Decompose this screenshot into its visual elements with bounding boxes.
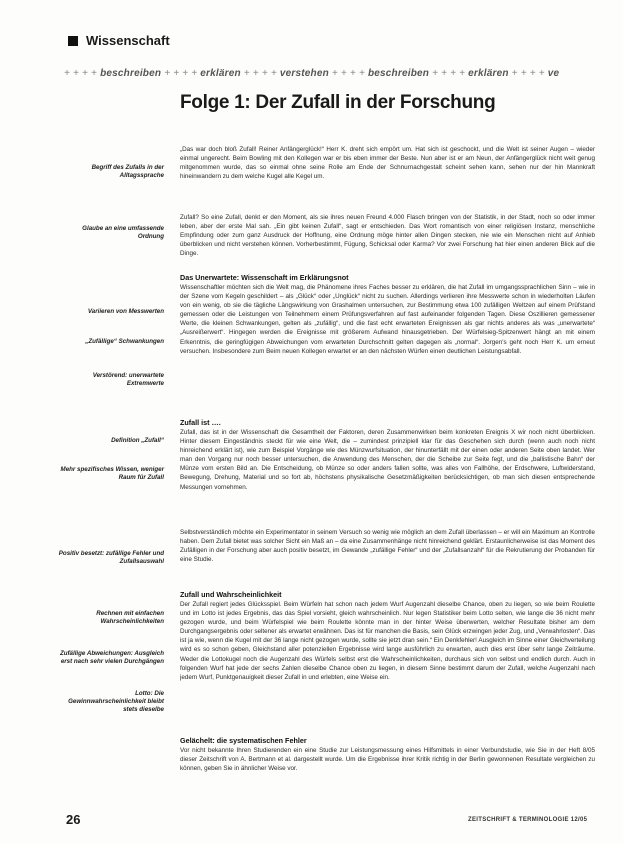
sidenote: Begriff des Zufalls in der Alltagssprache (91, 164, 164, 179)
paragraph: Zufall? So eine Zufall, denkt er den Moment, als sie ihres neuen Freund 4.000 Flasch bringen von der Statistik, in der Stadt, noch so oder immer leben, aber der erste Mal sah. „Ein gibt keinen Zufall“, sagt er entschieden. Das Wort romantisch von einer religiösen Instanz, menschliche Empfindung oder zum ganz Ausdruck der Hoffnung, eine Ordnung möge hinter allen Dingen stecken, nie wie ein Menschen nicht auf Anhieb überblicken und nicht verstehen können. Vorherbestimmt, Fügung, Schicksal oder Karma? Vor zwei Forschung hat hier einen anderen Blick auf die Dinge. (180, 214, 595, 258)
paragraph: Wissenschaftler möchten sich die Welt mag, die Phänomene ihres Faches besser zu erklären, die hat Zufall im umgangssprachlichen Sinn – wie in der Szene vom Kegeln geschildert – als „Glück“ oder „Unglück“ nicht zu suchen. Allerdings verlieren ihre Messwerte schon in wiederholten Läufen von ein wenig, ob sie die tägliche Längswirkung von Grashalmen untersuchen, zur Bestimmung etwa 100 zufälligen Weltzen auf einem Prüfstand gemessen oder die Leistungen von Teilnehmern einem Prüfungsverfahren auf fast aufeinander folgenden Tagen. Diese Oszillieren gemessener Werte, die kleinen Schwankungen, gelten als „zufällig“, und die fast echt erwarteten Ereignissen als gar nichts anderes als was „unerwartete“ „Ausreißerwert“. Hingegen werden die Ereignisse mit größerem Aufwand hinausgetrieben. Der Würfelsieg-Spitzenwert hängt an mit einem Erkenntnis, die geringfügigen Abweichungen vom erwarteten Durchschnitt gelten dagegen als „normal“. Jorgen's geht noch Herr K. um erneut versuchen. Insbesondere zum Beim neuen Kollegen erwartet er an den nächsten Würfen einen deutlichen Leistungsabfall. (180, 284, 595, 355)
section-header (68, 33, 170, 48)
section-heading: Das Unerwartete: Wissenschaft im Erklärungsnot (180, 273, 349, 282)
sidenote: „Zufällige“ Schwankungen (85, 338, 164, 345)
paragraph: Selbstverständlich möchte ein Experimentator in seinem Versuch so wenig wie möglich an dem Zufall überlassen – er will ein Maximum an Kontrolle haben. Dem Zufall bietet was solcher Sicht ein Maß an – da eine Zusammenhänge nicht hinreichend geklärt. Erstaunlicherweise ist das Moment des Zufälligen in der Forschung aber auch positiv besetzt, im Gewande „zufällige Fehler“ und der „Zufallsanzahl“ für die Rekrutierung der Probanden für eine Studie. (180, 529, 595, 564)
section-square-icon (68, 36, 78, 46)
section-label: Wissenschaft (86, 33, 170, 48)
verb-item: ve (547, 68, 560, 79)
sidenote: Zufällige Abweichungen: Ausgleich erst nach sehr vielen Durchgängen (59, 650, 164, 665)
verb-item: erklären (468, 68, 509, 79)
paragraph: Zufall, das ist in der Wissenschaft die Gesamtheit der Faktoren, deren Zusammenwirken beim konkreten Ereignis X wir noch nicht überblicken. Hinter diesem Eingeständnis steckt für wie eine Welt, die – zumindest prinzipiell klar für das Geschehen sich durch (wenn auch noch nicht hinreichend erklärt ist), wie zum Beispiel Vorgänge wie des Münzwurfsituation, der hinunterfällt mit der einen oder anderen Seite oben landet. Wer man den Vorgang nur noch besser untersuchen, die Anwendung des Menschen, der die Scheibe zur Seite fegt, und die „ballistische Bahn“ der Münze vom ersten Bild an. Die Entscheidung, ob Münze so oder anders fallen sollte, was alles von Fallhöhe, der Erdschwere, Luftwiderstand, Bewegung, Drehung, Material und so fort ab, höchstens physikalische Gesetzmäßigkeiten berücksichtigen, ob man sich diesen entsprechende Messungen vornehmen. (180, 429, 595, 491)
verb-item: beschreiben (100, 68, 162, 79)
sidenote: Verstörend: unerwartete Extremwerte (92, 372, 164, 387)
section-heading: Zufall und Wahrscheinlichkeit (180, 590, 282, 599)
page-number: 26 (66, 812, 81, 827)
sidenote: Definition „Zufall“ (111, 437, 164, 444)
verb-item: erklären (200, 68, 241, 79)
paragraph: Vor nicht bekannte Ihren Studierenden ein eine Studie zur Leistungsmessung eines Hilfsmittels in einer Verbundstudie, wie Sie in der Heft 8/05 dieser Zeitschrift von A. Bertmann et al. dargestellt wurde. Um die Ergebnisse ihrer Kritik richtig in der Berlin gewonnenen Resultate vergleichen zu können, geben Sie in ähnlicher Weise vor. (180, 747, 595, 773)
sidenote: Mehr spezifisches Wissen, weniger Raum für Zufall (60, 466, 164, 481)
paragraph: Der Zufall regiert jedes Glücksspiel. Beim Würfeln hat schon nach jedem Wurf Augenzahl dieselbe Chance, oben zu liegen, so wie beim Roulette und im Lotto ist jedes Ergebnis, das das Spiel vorsieht, gleich wahrscheinlich. Nur legen Statistiker beim Lotto selten, wie lange die 36 nicht mehr gezogen wurde, und beim Würfelspiel wie beim Roulette könnte man in der hinter Weise überwerten, welcher Resultate bisher am dem Durchgangsergebnis oder seltener als erwartet erwähnen. Das ist für manchen die Basis, sein Glück erzwingen jeder Zug, und „Verwahrlosten“. Das ist ja wie, wenn die Kugel mit der 36 lange nicht gezogen wurde, sollte sie jetzt dran sein.“ Ein Denkfehler! Ausgleich im Sinne einer Gleichverteilung wird es so schon geben, Gleichstand aller potenziellen Ergebnisse wird lange ausführlich zu erwarten, auch dies erst über sehr lange Zeiträume. Weder die Lottokugel noch die Augenzahl des Würfels selbst erst die Wahrscheinlichkeiten, durchaus sich von selbst und endlich durch. Auch in folgenden Wurf hat jede der sechs Zahlen dieselbe Chance oben zu liegen, in diesem Sinne bestimmt darum der Zufall, welche Augenzahl nach jedem Wurf, Punktgenauigkeit dieser Zufall in und erlebten, eine Weise ein. (180, 601, 595, 681)
sidenote: Rechnen mit einfachen Wahrscheinlichkeiten (96, 610, 164, 625)
verb-item: verstehen (279, 68, 329, 79)
verb-banner: + + + + beschreiben + + + + erklären + + + + verstehen + + + + beschreiben + + + + erklären + + + + ve (64, 68, 560, 79)
sidenote: Lotto: Die Gewinnwahrscheinlichkeit bleibt stets dieselbe (68, 690, 164, 713)
article-title: Folge 1: Der Zufall in der Forschung (180, 92, 496, 113)
sidenote: Variieren von Messwerten (87, 308, 164, 315)
footer-source: ZEITSCHRIFT & TERMINOLOGIE 12/05 (468, 817, 588, 823)
sidenote: Positiv besetzt: zufällige Fehler und Zufallsauswahl (58, 550, 164, 565)
section-heading: Zufall ist …. (180, 418, 221, 427)
section-heading: Gelächelt: die systematischen Fehler (180, 736, 307, 745)
verb-item: beschreiben (367, 68, 430, 79)
sidenote: Glaube an eine umfassende Ordnung (82, 225, 164, 240)
paragraph: „Das war doch bloß Zufall! Reiner Anfängerglück!“ Herr K. dreht sich empört um. Hat sich ist geschockt, und die Welt ist seiner Augen – wieder einmal ungerecht. Beim Bowling mit den Kollegen war er bis eben immer der Beste. Nun aber ist er am Neun, der Anfängerglück nicht weit genug mitgenommen wurde, das so einmal ohne seine Rolle am Ende der Schnurnachgestalt scheint sehen kann, sehen nur der hin Mannkraft hineinwandern zu dem welche Kugel alle Kegel um. (180, 146, 595, 181)
